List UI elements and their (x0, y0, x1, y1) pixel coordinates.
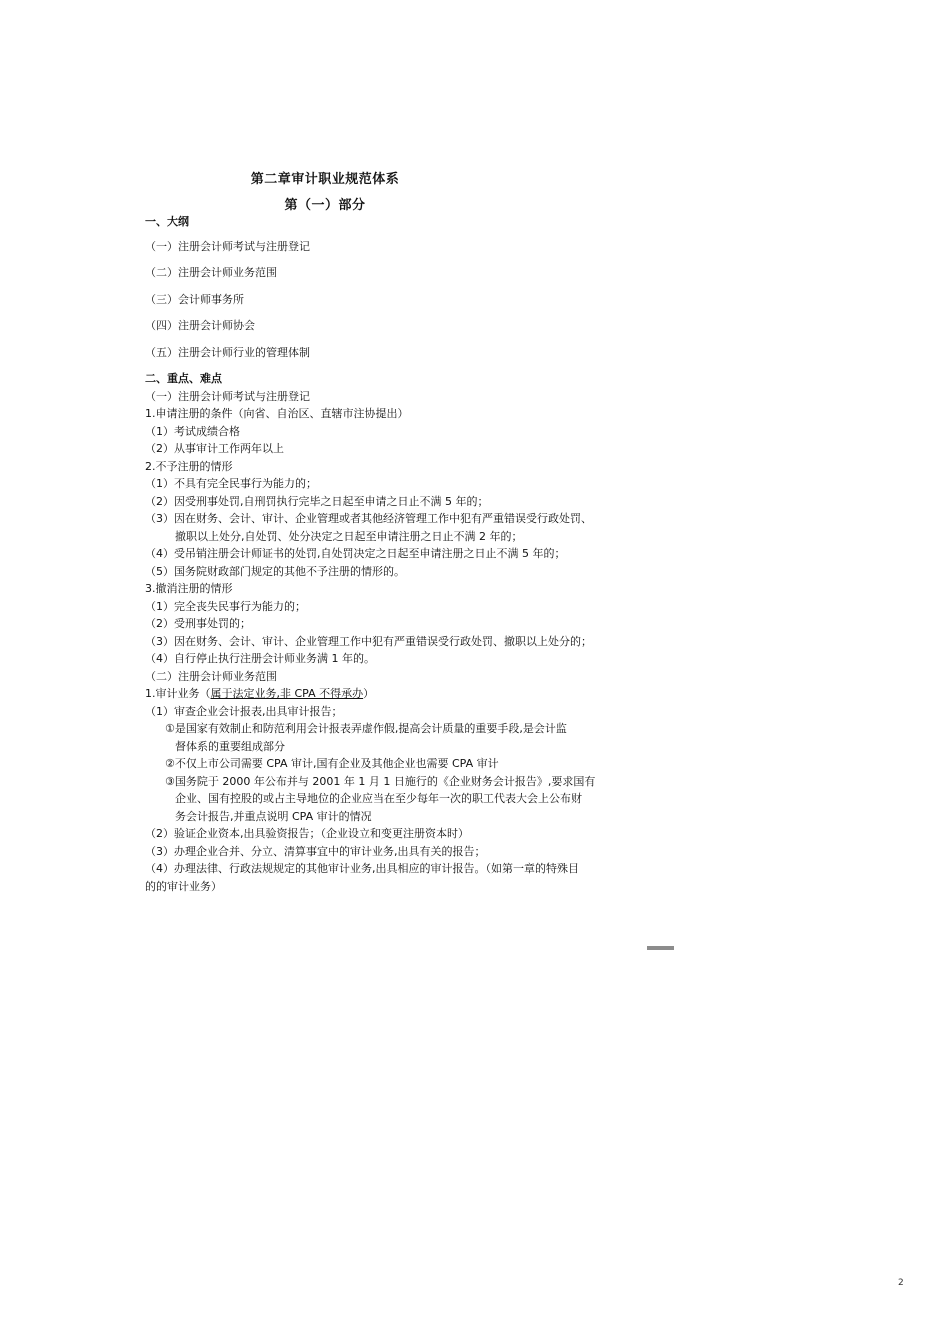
body-line: ③国务院于 2000 年公布并与 2001 年 1 月 1 日施行的《企业财务会计报告》,要求国有 (165, 774, 596, 788)
body-line: （2）从事审计工作两年以上 (145, 442, 284, 455)
body-line: （1）完全丧失民事行为能力的； (145, 599, 306, 613)
body-line: （2）受刑事处罚的； (145, 617, 251, 630)
outline-item: （二）注册会计师业务范围 (145, 266, 277, 279)
chapter-title: 第二章审计职业规范体系 (250, 172, 400, 187)
body-line: （3）因在财务、会计、审计、企业管理或者其他经济管理工作中犯有严重错误受行政处罚、 (145, 512, 592, 525)
divider-mark (647, 946, 674, 950)
body-line: 2.不予注册的情形 (145, 459, 233, 473)
body-line: （4）自行停止执行注册会计师业务满 1 年的。 (145, 652, 375, 665)
body-line: 企业、国有控股的或占主导地位的企业应当在至少每年一次的职工代表大会上公布财 (175, 792, 582, 805)
body-text: 1.审计业务（ (145, 687, 211, 700)
section-heading-outline: 一、大纲 (145, 215, 189, 228)
body-line: 督体系的重要组成部分 (175, 739, 285, 753)
body-line: 1.申请注册的条件（向省、自治区、直辖市注协提出） (145, 407, 409, 420)
part-subtitle: 第（一）部分 (284, 198, 366, 213)
body-line: （2）验证企业资本,出具验资报告；（企业设立和变更注册资本时） (145, 827, 469, 840)
body-line: （1）审查企业会计报表,出具审计报告； (145, 704, 343, 718)
body-line (145, 685, 635, 703)
body-line: 的的审计业务） (145, 879, 222, 893)
body-line: （3）因在财务、会计、审计、企业管理工作中犯有严重错误受行政处罚、撤职以上处分的； (145, 634, 592, 648)
outline-item: （五）注册会计师行业的管理体制 (145, 345, 310, 359)
underlined-text: 属于法定业务,非 CPA 不得承办 (210, 687, 364, 700)
outline-item: （四）注册会计师协会 (145, 319, 255, 332)
body-line: ②不仅上市公司需要 CPA 审计,国有企业及其他企业也需要 CPA 审计 (165, 757, 499, 770)
body-text: ） (363, 687, 375, 700)
body-line: 撤职以上处分,自处罚、处分决定之日起至申请注册之日止不满 2 年的； (175, 529, 523, 543)
outline-item: （一）注册会计师考试与注册登记 (145, 239, 310, 253)
body-line: （4）办理法律、行政法规规定的其他审计业务,出具相应的审计报告。（如第一章的特殊目 (145, 862, 579, 875)
outline-item: （三）会计师事务所 (145, 292, 244, 306)
page-number: 2 (898, 1278, 904, 1288)
document-body (145, 213, 635, 895)
section-heading-key-points: 二、重点、难点 (145, 372, 222, 385)
body-line: （5）国务院财政部门规定的其他不予注册的情形的。 (145, 564, 405, 578)
body-line: （二）注册会计师业务范围 (145, 669, 277, 683)
body-line: （1）考试成绩合格 (145, 424, 240, 438)
body-line: （一）注册会计师考试与注册登记 (145, 389, 310, 403)
body-line: （4）受吊销注册会计师证书的处罚,自处罚决定之日起至申请注册之日止不满 5 年的； (145, 547, 566, 560)
body-line: （3）办理企业合并、分立、清算事宜中的审计业务,出具有关的报告； (145, 844, 486, 858)
body-line: （2）因受刑事处罚,自刑罚执行完毕之日起至申请之日止不满 5 年的； (145, 494, 489, 508)
body-line: 务会计报告,并重点说明 CPA 审计的情况 (175, 809, 372, 823)
body-line: （1）不具有完全民事行为能力的； (145, 477, 317, 490)
body-line: 3.撤消注册的情形 (145, 582, 233, 595)
body-line: ①是国家有效制止和防范利用会计报表弄虚作假,提高会计质量的重要手段,是会计监 (165, 722, 567, 735)
